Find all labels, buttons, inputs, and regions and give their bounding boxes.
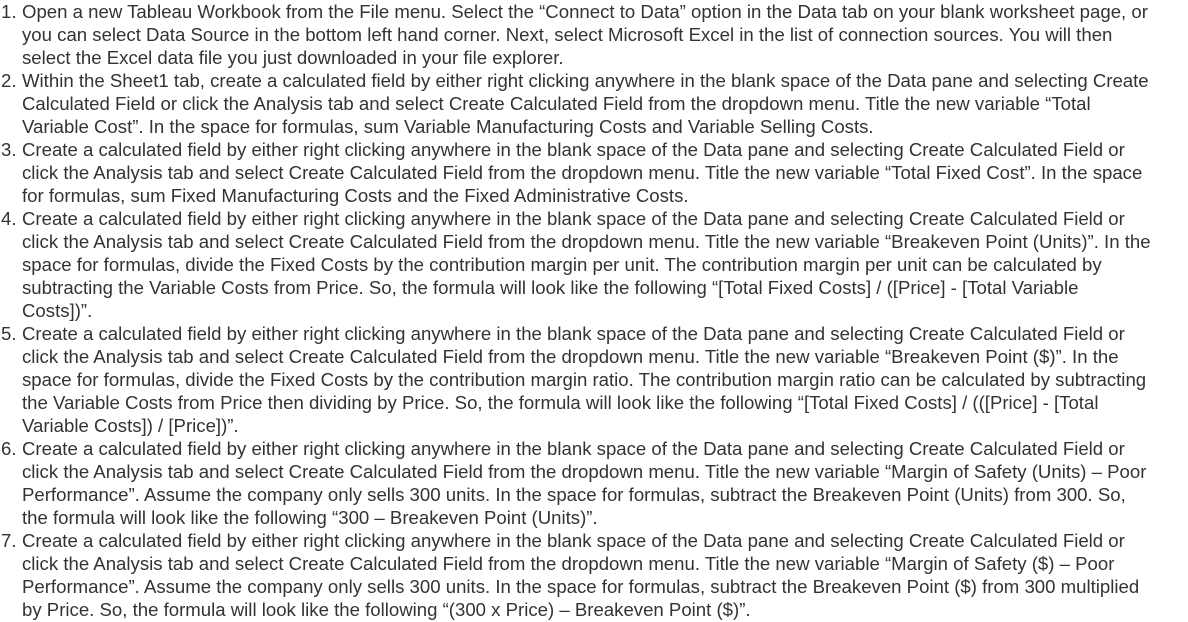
step-number: 4.	[1, 208, 17, 229]
step-number: 5.	[1, 323, 17, 344]
list-item	[0, 437, 1188, 529]
step-number: 6.	[1, 438, 17, 459]
list-item	[0, 0, 1188, 69]
step-number: 1.	[1, 1, 17, 22]
step-text: Create a calculated field by either right clicking anywhere in the blank space of the Data pane and selecting Create Calculated Field or click the Analysis tab and select Create Calculated Field from the dropdown menu. Title the new variable “Breakeven Point (Units)”. In the space for formulas, divide the Fixed Costs by the contribution margin per unit. The contribution margin per unit can be calculated by subtracting the Variable Costs from Price. So, the formula will look like the following “[Total Fixed Costs] / ([Price] - [Total Variable Costs])”.	[22, 208, 1151, 321]
step-text: Create a calculated field by either right clicking anywhere in the blank space of the Data pane and selecting Create Calculated Field or click the Analysis tab and select Create Calculated Field from the dropdown menu. Title the new variable “Total Fixed Cost”. In the space for formulas, sum Fixed Manufacturing Costs and the Fixed Administrative Costs.	[22, 139, 1143, 206]
list-item	[0, 138, 1188, 207]
step-number: 7.	[1, 530, 17, 551]
step-text: Create a calculated field by either right clicking anywhere in the blank space of the Data pane and selecting Create Calculated Field or click the Analysis tab and select Create Calculated Field from the dropdown menu. Title the new variable “Margin of Safety (Units) – Poor Performance”. Assume the company only sells 300 units. In the space for formulas, subtract the Breakeven Point (Units) from 300. So, the formula will look like the following “300 – Breakeven Point (Units)”.	[22, 438, 1147, 528]
step-text: Create a calculated field by either right clicking anywhere in the blank space of the Data pane and selecting Create Calculated Field or click the Analysis tab and select Create Calculated Field from the dropdown menu. Title the new variable “Breakeven Point ($)”. In the space for formulas, divide the Fixed Costs by the contribution margin ratio. The contribution margin ratio can be calculated by subtracting the Variable Costs from Price then dividing by Price. So, the formula will look like the following “[Total Fixed Costs] / (([Price] - [Total Variable Costs]) / [Price])”.	[22, 323, 1147, 436]
step-number: 2.	[1, 70, 17, 91]
list-item	[0, 207, 1188, 322]
list-item	[0, 322, 1188, 437]
step-number: 3.	[1, 139, 17, 160]
step-text: Within the Sheet1 tab, create a calculated field by either right clicking anywhere in the blank space of the Data pane and selecting Create Calculated Field or click the Analysis tab and select Create Calculated Field from the dropdown menu. Title the new variable “Total Variable Cost”. In the space for formulas, sum Variable Manufacturing Costs and Variable Selling Costs.	[22, 70, 1149, 137]
step-text: Open a new Tableau Workbook from the File menu. Select the “Connect to Data” option in the Data tab on your blank worksheet page, or you can select Data Source in the bottom left hand corner. Next, select Microsoft Excel in the list of connection sources. You will then select the Excel data file you just downloaded in your file explorer.	[22, 1, 1148, 68]
list-item	[0, 529, 1188, 621]
list-item	[0, 69, 1188, 138]
step-text: Create a calculated field by either right clicking anywhere in the blank space of the Data pane and selecting Create Calculated Field or click the Analysis tab and select Create Calculated Field from the dropdown menu. Title the new variable “Margin of Safety ($) – Poor Performance”. Assume the company only sells 300 units. In the space for formulas, subtract the Breakeven Point ($) from 300 multiplied by Price. So, the formula will look like the following “(300 x Price) – Breakeven Point ($)”.	[22, 530, 1140, 620]
